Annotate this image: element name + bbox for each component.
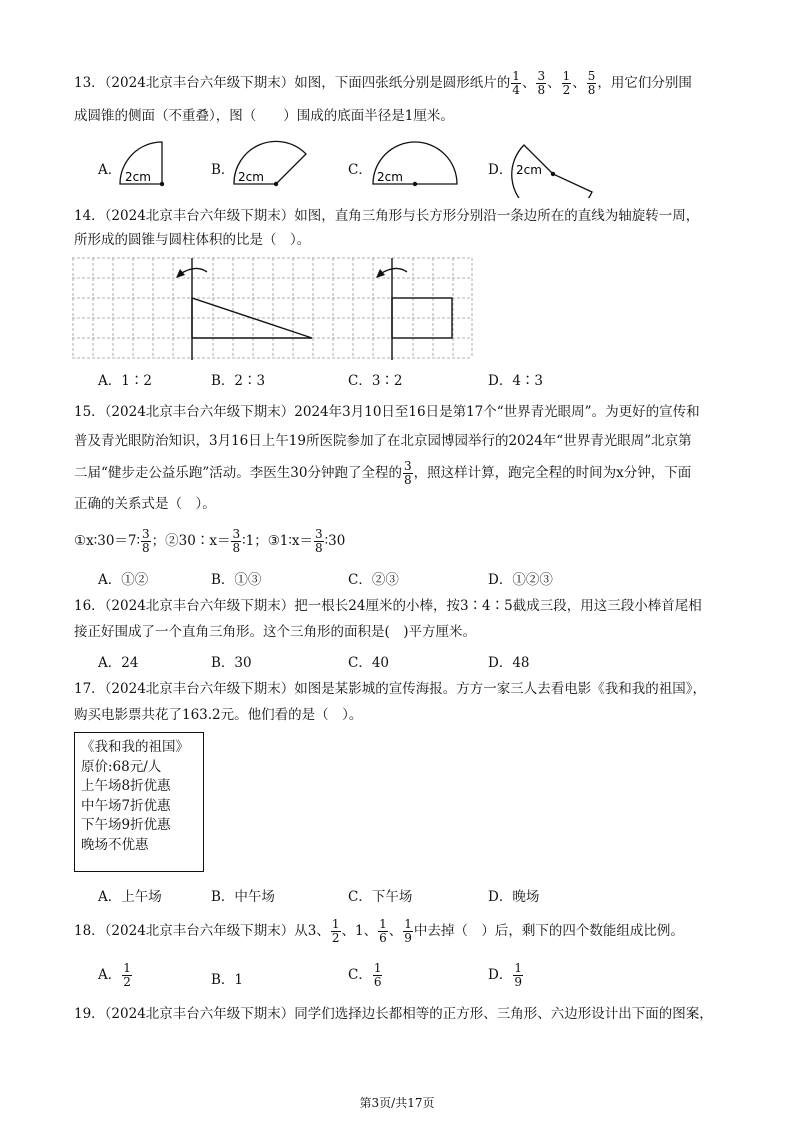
fraction: $\frac{1}{2}$ bbox=[562, 69, 571, 97]
q17-option-a: A．上午场 bbox=[98, 889, 162, 905]
fraction: $\frac{3}{8}$ bbox=[315, 527, 323, 555]
movie-poster bbox=[74, 732, 204, 872]
q13-option-a-label: A． bbox=[98, 162, 122, 178]
sector-c-label: 2cm bbox=[377, 170, 403, 184]
q13-option-c-label: C． bbox=[348, 162, 372, 178]
q14-option-c: C．3∶2 bbox=[348, 373, 403, 389]
poster-morning: 上午场8折优惠 bbox=[81, 778, 171, 794]
q16-option-d: D．48 bbox=[488, 655, 530, 671]
q14-line1: 14．（2024北京丰台六年级下期末）如图，直角三角形与长方形分别沿一条边所在的直线为轴旋转一周， bbox=[74, 208, 700, 224]
q16-option-a: A．24 bbox=[98, 655, 139, 671]
q15-line2: 普及青光眼防治知识，3月16日上午19所医院参加了在北京园博园举行的2024年“世界青光眼周”北京第 bbox=[74, 433, 692, 449]
fraction: $\frac{3}{8}$ bbox=[537, 69, 546, 97]
q15-option-b: B．①③ bbox=[211, 572, 262, 588]
q14-option-d: D．4∶3 bbox=[488, 373, 544, 389]
poster-title: 《我和我的祖国》 bbox=[81, 739, 189, 755]
q15-option-d: D．①②③ bbox=[488, 572, 553, 588]
fraction: $\frac{3}{8}$ bbox=[403, 459, 412, 487]
fraction: $\frac{3}{8}$ bbox=[232, 527, 241, 555]
q13-option-b-label: B． bbox=[211, 162, 235, 178]
q15-option-c: C．②③ bbox=[348, 572, 399, 588]
q19-line1: 19．（2024北京丰台六年级下期末）同学们选择边长都相等的正方形、三角形、六边形设计出下面的图案， bbox=[74, 1006, 713, 1022]
q18-option-c: C． $\frac{1}{6}$ bbox=[348, 961, 382, 989]
poster-afternoon: 下午场9折优惠 bbox=[81, 817, 171, 833]
arrowhead-left-icon bbox=[176, 269, 185, 278]
fraction: $\frac{3}{8}$ bbox=[142, 527, 150, 555]
sector-d-center bbox=[551, 172, 555, 176]
q14-line2: 所形成的圆锥与圆柱体积的比是（ ）。 bbox=[74, 232, 311, 248]
sector-b-center bbox=[274, 182, 278, 186]
q15-line1: 15．（2024北京丰台六年级下期末）2024年3月10日至16日是第17个“世界青光眼周”。为更好的宣传和 bbox=[74, 404, 700, 420]
q15-relations: ①x∶30＝7∶ $\frac{3}{8}$ ；②30∶x＝ $\frac{3}{8}$ ∶1；③1∶x＝ $\frac{3}{8}$ ∶30 bbox=[74, 527, 346, 555]
poster-noon: 中午场7折优惠 bbox=[81, 797, 171, 814]
q13-sector-figures bbox=[118, 136, 598, 198]
q13-line2: 成圆锥的侧面（不重叠），图（ ）围成的底面半径是1厘米。 bbox=[74, 108, 454, 124]
sector-d-label: 2cm bbox=[516, 163, 542, 177]
sector-b-label: 2cm bbox=[238, 170, 264, 184]
q17-option-c: C．下午场 bbox=[348, 889, 413, 905]
q15-option-a: A．①② bbox=[98, 572, 149, 588]
q18-option-d: D． $\frac{1}{9}$ bbox=[488, 961, 522, 989]
q18-option-a: A． $\frac{1}{2}$ bbox=[98, 961, 131, 989]
q14-option-b: B．2∶3 bbox=[211, 373, 266, 389]
sector-a-center bbox=[160, 182, 164, 186]
page-footer: 第3页/共17页 bbox=[359, 1096, 435, 1110]
fraction-sixth: $\frac{1}{6}$ bbox=[379, 917, 387, 945]
q14-option-a: A．1∶2 bbox=[98, 373, 152, 389]
poster-evening: 晚场不优惠 bbox=[81, 836, 149, 853]
q17-option-b: B．中午场 bbox=[211, 889, 275, 905]
q14-grid-figure bbox=[72, 256, 476, 360]
q13-option-d-label: D． bbox=[488, 162, 513, 178]
rotate-arrow-left-icon bbox=[180, 268, 207, 274]
rotate-arrow-right-icon bbox=[380, 268, 407, 274]
grid-lines bbox=[72, 258, 472, 358]
q13-line1: 13．（2024北京丰台六年级下期末）如图，下面四张纸分别是圆形纸片的 $\frac{1}{4}$ 、 $\frac{3}{8}$ 、 $\frac{1}{2}$ 、 $\frac{5}{8}$ ，用它们分别围 bbox=[74, 69, 692, 97]
q16-line1: 16．（2024北京丰台六年级下期末）把一根长24厘米的小棒，按3∶4∶5截成三段，用这三段小棒首尾相 bbox=[74, 598, 702, 614]
q17-option-d: D．晚场 bbox=[488, 889, 540, 905]
q16-option-b: B．30 bbox=[211, 655, 252, 671]
fraction: $\frac{1}{4}$ bbox=[512, 69, 520, 97]
q18-option-b: B．1 bbox=[211, 972, 244, 988]
sector-a-label: 2cm bbox=[125, 170, 151, 184]
poster-price: 原价:68元/人 bbox=[81, 758, 162, 775]
q17-line1: 17．（2024北京丰台六年级下期末）如图是某影城的宣传海报。方方一家三人去看电影《我和我的祖国》， bbox=[74, 681, 707, 697]
q18-line1: 18．（2024北京丰台六年级下期末）从3、 $\frac{1}{2}$ 、1、 $\frac{1}{6}$ 、 $\frac{1}{9}$ 中去掉（ ）后，剩下的四个数能组成比例。 bbox=[74, 917, 684, 945]
q16-line2: 接正好围成了一个直角三角形。这个三角形的面积是( )平方厘米。 bbox=[74, 624, 477, 640]
fraction-half: $\frac{1}{2}$ bbox=[331, 917, 340, 945]
fraction: $\frac{5}{8}$ bbox=[587, 69, 596, 97]
q15-line3: 二届“健步走公益乐跑”活动。李医生30分钟跑了全程的 $\frac{3}{8}$ ，照这样计算，跑完全程的时间为x分钟，下面 bbox=[74, 459, 692, 487]
sector-c-center bbox=[413, 182, 417, 186]
fraction-ninth: $\frac{1}{9}$ bbox=[404, 917, 412, 945]
q16-option-c: C．40 bbox=[348, 655, 390, 671]
arrowhead-right-icon bbox=[376, 269, 385, 278]
q17-line2: 购买电影票共花了163.2元。他们看的是（ ）。 bbox=[74, 707, 363, 723]
q15-line4: 正确的关系式是（ ）。 bbox=[74, 496, 216, 512]
